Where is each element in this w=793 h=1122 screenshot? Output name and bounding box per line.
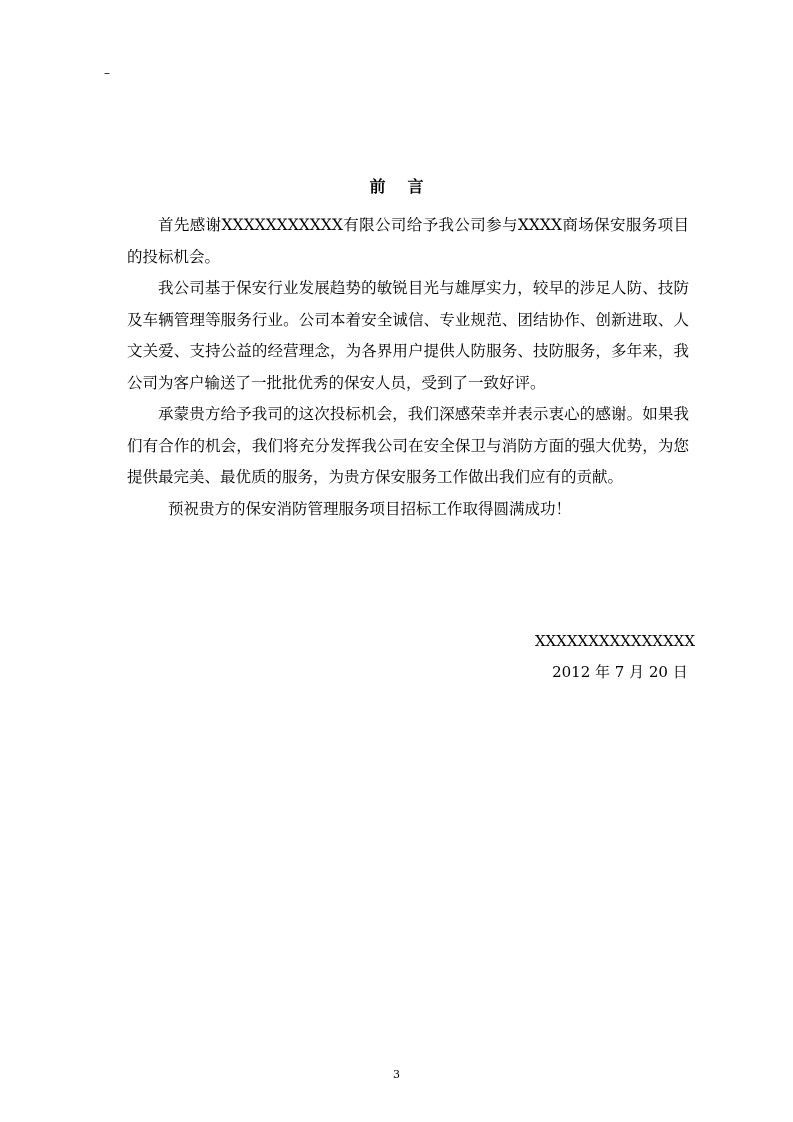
page-title: 前言 — [369, 177, 446, 196]
corner-mark: – — [104, 66, 110, 80]
paragraph-appreciation: 承蒙贵方给予我司的这次投标机会，我们深感荣幸并表示衷心的感谢。如果我们有合作的机会，我们将充分发挥我公司在安全保卫与消防方面的强大优势，为您提供最完美、最优质的服务，为贵方保安服务工作做出我们应有的贡献。 — [127, 405, 689, 486]
body-text — [127, 210, 689, 525]
signature-block — [535, 626, 695, 688]
paragraph-thanks: 首先感谢XXXXXXXXXXX有限公司给予我公司参与XXXX商场保安服务项目的投标机会。 — [127, 216, 689, 266]
paragraph-wish: 预祝贵方的保安消防管理服务项目招标工作取得圆满成功！ — [168, 499, 572, 518]
page-number: 3 — [393, 1068, 400, 1081]
paragraph-company-intro: 我公司基于保安行业发展趋势的敏锐目光与雄厚实力，较早的涉足人防、技防及车辆管理等服务行业。公司本着安全诚信、专业规范、团结协作、创新进取、人文关爱、支持公益的经营理念，为各界用户提供人防服务、技防服务，多年来，我公司为客户输送了一批批优秀的保安人员，受到了一致好评。 — [127, 279, 689, 392]
signature-date: 2012 年 7 月 20 日 — [552, 663, 688, 681]
signature-company: XXXXXXXXXXXXXXX — [534, 632, 695, 650]
